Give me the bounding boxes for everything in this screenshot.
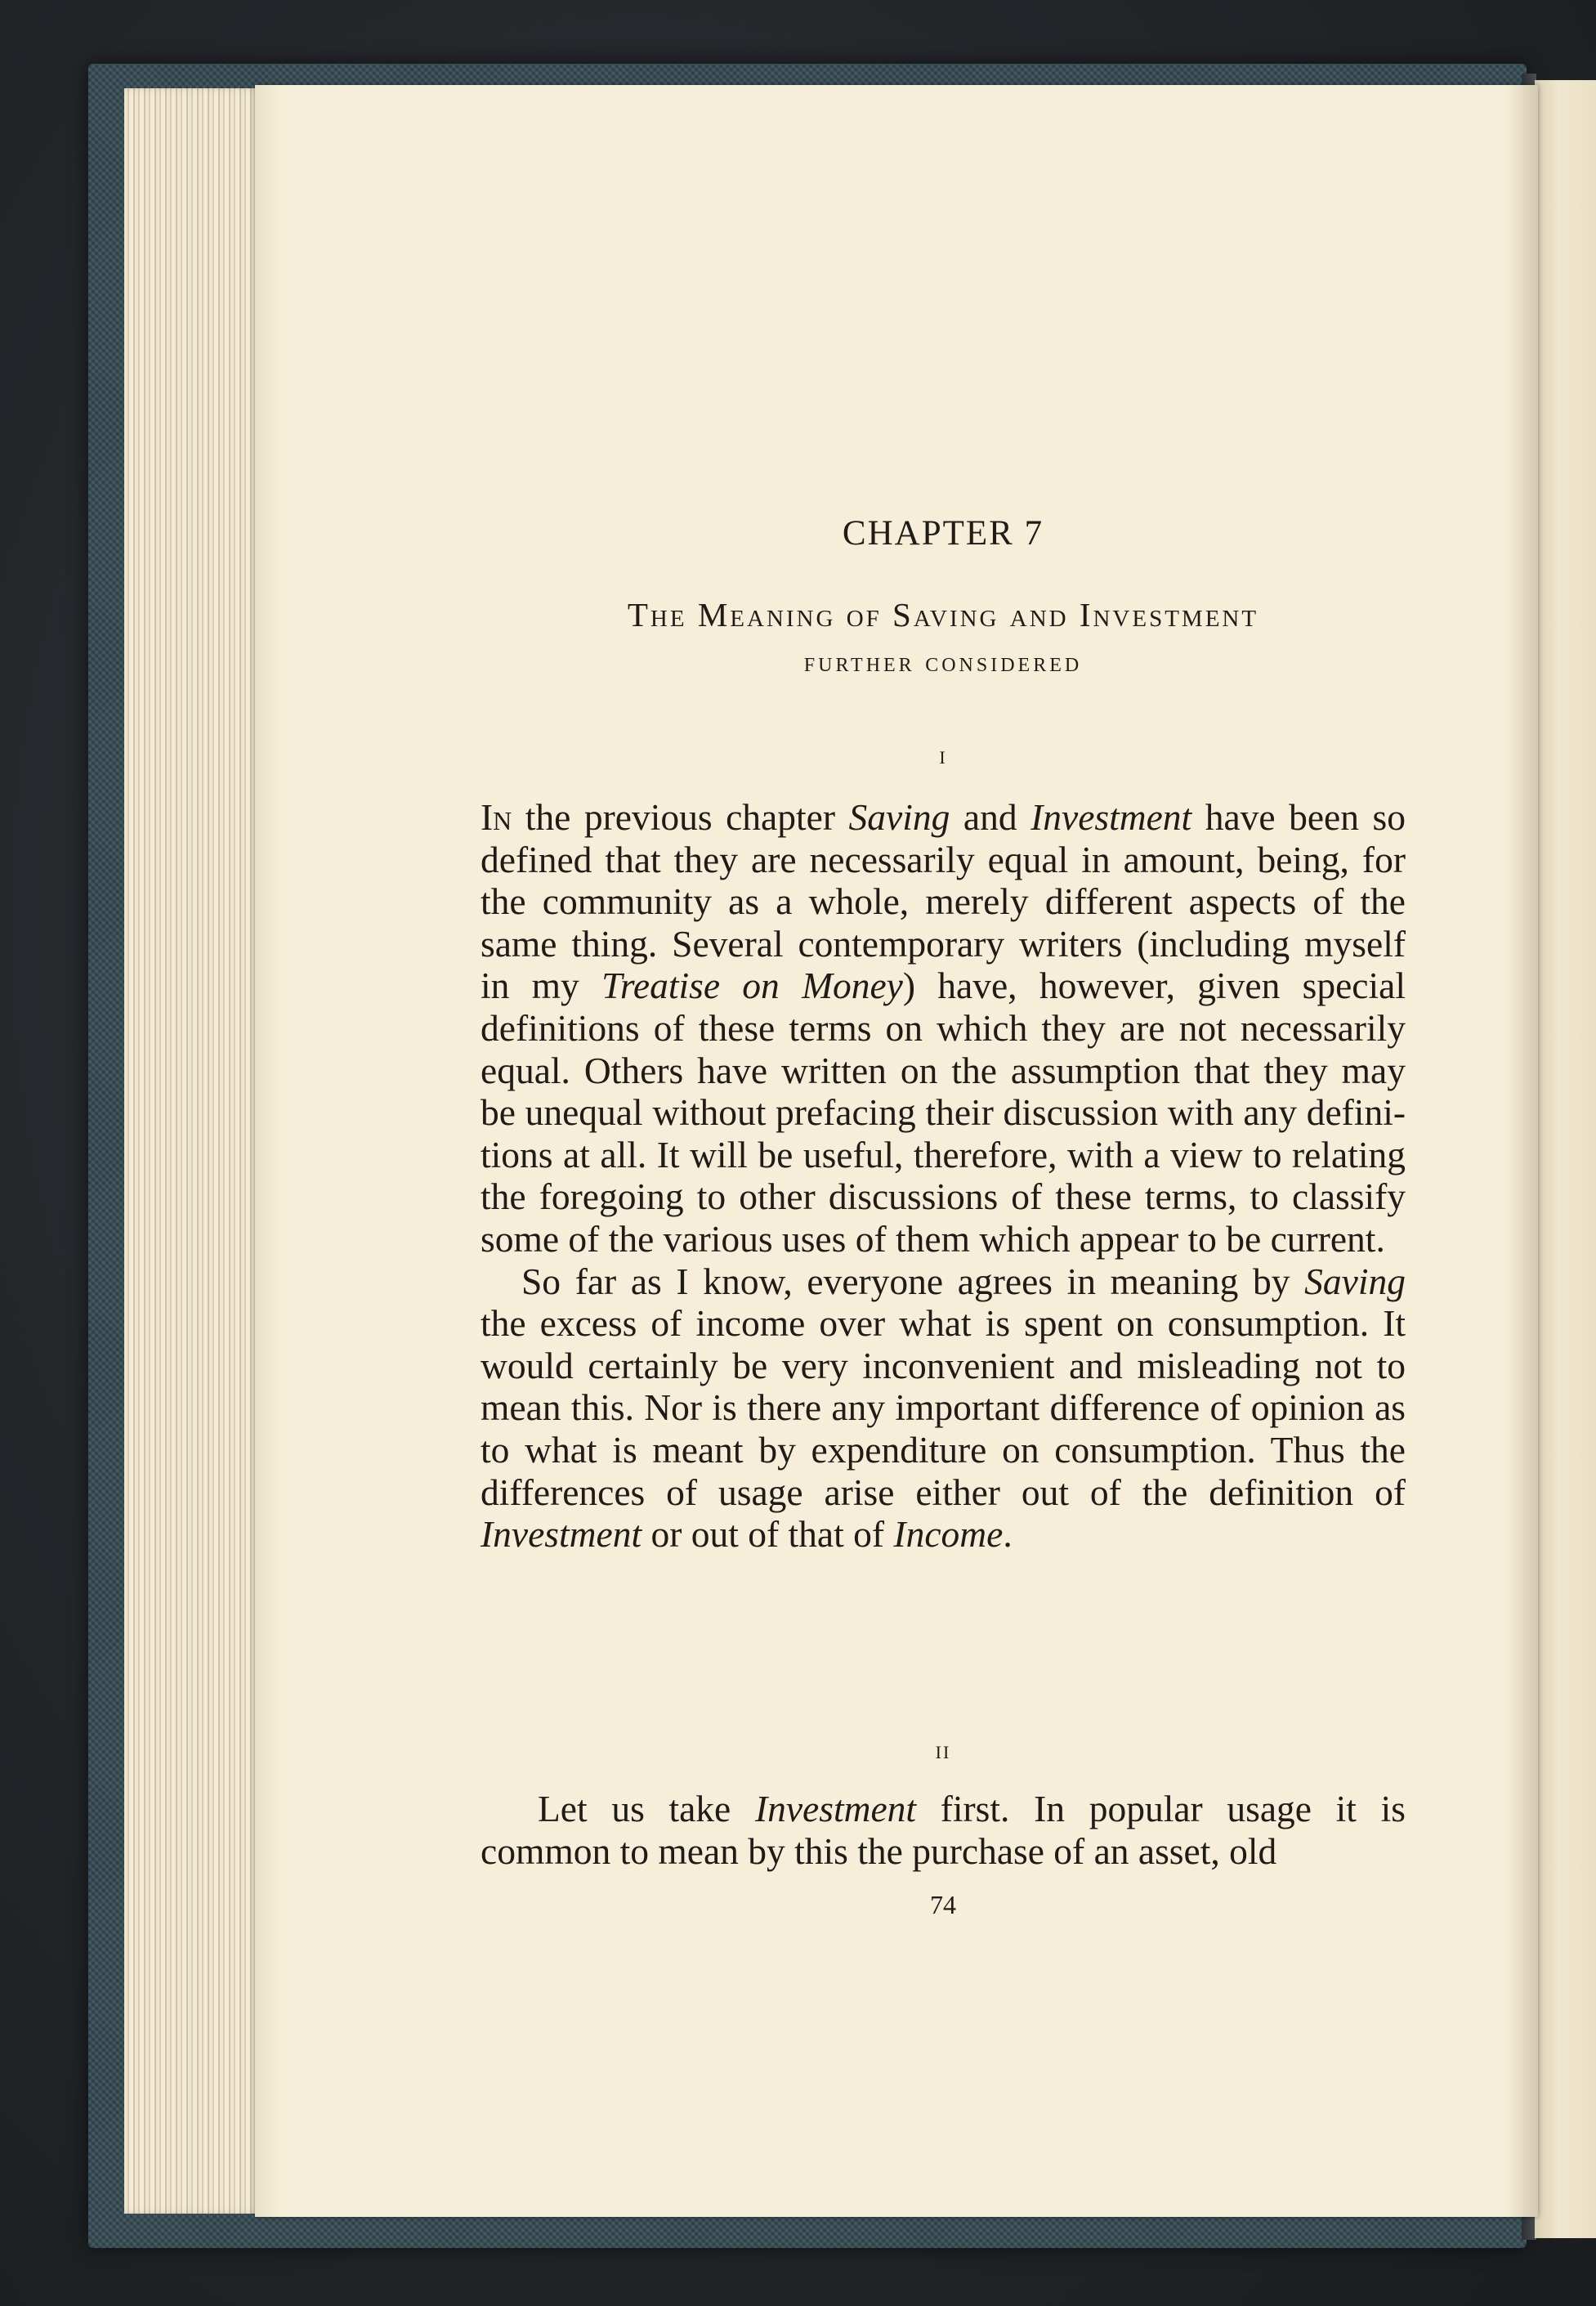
text-run: . [1003,1513,1013,1556]
section-numeral-i: i [939,740,947,769]
chapter-title: The Meaning of Saving and Investment [627,596,1259,634]
italic-term: Saving [848,796,950,838]
text-run: the previous chapter [512,796,849,838]
text-run: and [950,796,1031,838]
text-run: So far as I know, everyone agrees in meaning by [521,1260,1305,1302]
section-numeral-ii: ii [935,1735,951,1764]
section-i-body [481,796,1406,1556]
page-number: 74 [930,1890,956,1920]
chapter-subtitle: further considered [803,647,1083,678]
italic-term: Saving [1304,1260,1406,1302]
lead-word: In [481,796,512,838]
italic-term: Investment [481,1513,642,1556]
italic-term: Investment [754,1788,917,1829]
paragraph [481,796,1406,1260]
text-run: the excess of income over what is spent on consumption. It would certainly be very inconvenient and misleading not to mean this. Nor is there any important difference of opinion as to what is meant by expenditure on consumption. Thus the differences of usage arise either out of the definition of [481,1302,1406,1513]
facing-page-edge [1535,80,1596,2238]
text-run: first. In popular usage it is common to mean by this the purchase of an asset, old [481,1788,1406,1872]
paragraph [481,1260,1406,1556]
text-run: or out of that of [642,1513,894,1556]
paragraph [481,1788,1406,1872]
italic-term: Income [893,1513,1004,1556]
italic-term: Treatise on Money [601,965,903,1007]
section-ii-body [481,1788,1406,1872]
text-run: ) have, however, given special definitions of these terms on which they are not necessarily equal. Others have written on the assumption that they may be unequal without prefacing their discussion with any definitions at all. It will be useful, therefore, with a view to relating the foregoing to other discussions of these terms, to classify some of the various uses of them which appear to be current. [481,965,1406,1260]
page-edges [124,88,263,2214]
text-run: Let us take [538,1788,755,1829]
italic-term: Investment [1030,796,1192,838]
chapter-heading: CHAPTER 7 [842,514,1044,553]
text-run: have been so defined that they are necessarily equal in amount, being, for the community as a whole, merely different aspects of the same thing. Several contemporary writers (including myself in my [481,796,1406,1007]
